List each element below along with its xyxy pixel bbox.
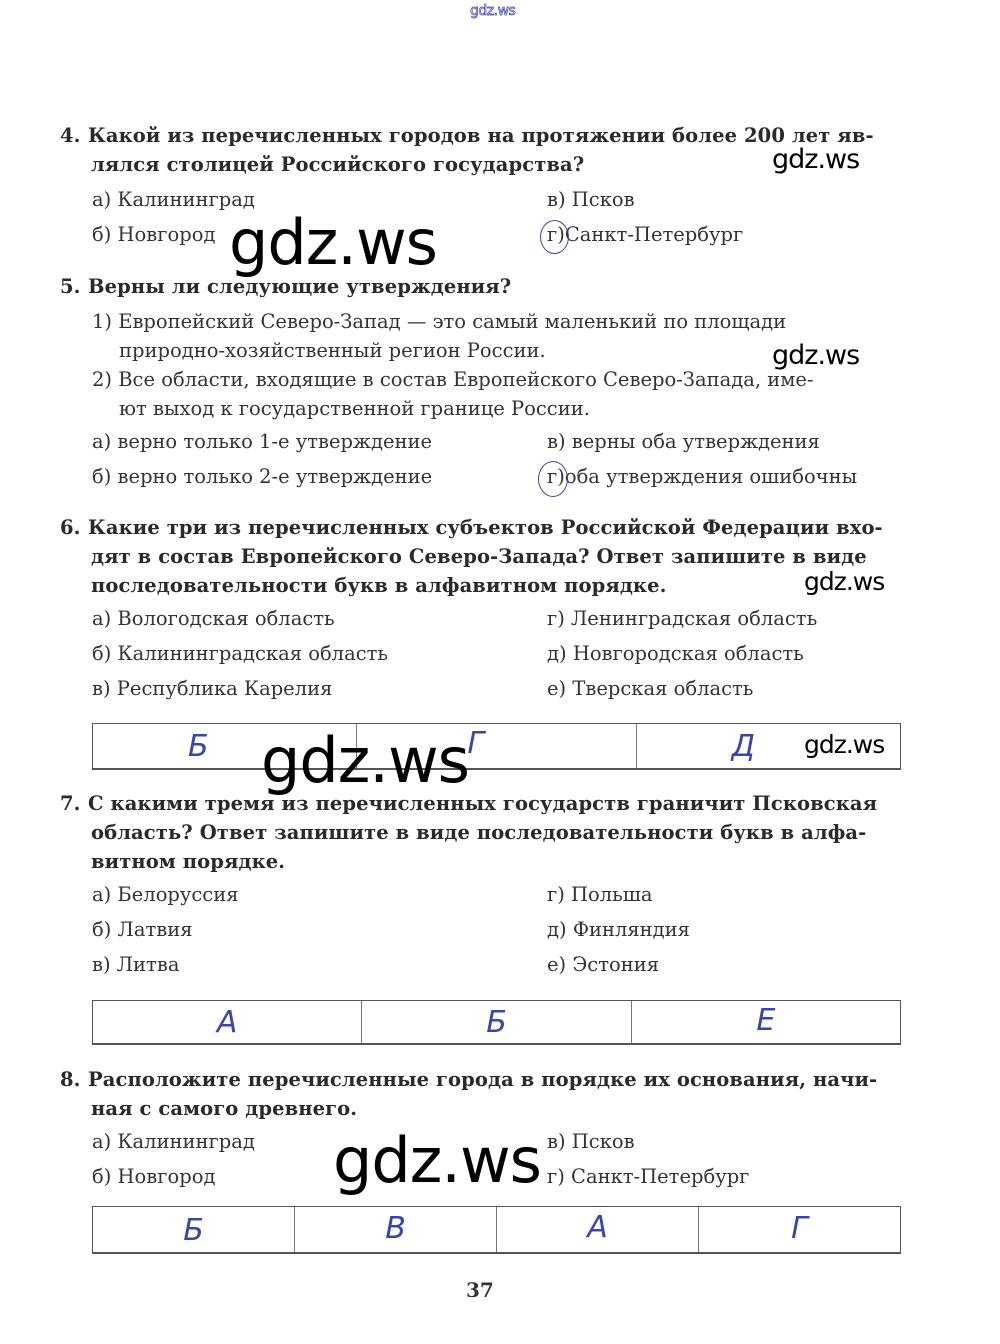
q5-option-v: в) верны оба утверждения	[547, 430, 820, 453]
question-7-number: 7.	[60, 792, 81, 815]
q5-option-a: а) верно только 1-е утверждение	[92, 430, 433, 453]
question-4-line2: лялся столицей Российского государства?	[91, 153, 585, 176]
q5-option-g-text: оба утверждения ошибочны	[564, 465, 858, 488]
question-7-line2: область? Ответ запишите в виде последовательности букв в алфа-	[91, 821, 867, 844]
q7-option-a: а) Белоруссия	[92, 883, 239, 906]
q8-option-b: б) Новгород	[92, 1165, 216, 1188]
question-4-number: 4.	[60, 124, 81, 147]
q7-answer-cell-1[interactable]: А	[93, 1001, 362, 1043]
q5-statement-2-line1: 2) Все области, входящие в состав Европейского Северо-Запада, име-	[92, 368, 814, 391]
q8-option-v: в) Псков	[547, 1130, 635, 1153]
q7-option-b: б) Латвия	[92, 918, 193, 941]
q4-option-b: б) Новгород	[92, 223, 216, 246]
watermark: gdz.ws	[261, 724, 469, 797]
q4-option-a: а) Калининград	[92, 188, 255, 211]
q7-answer-cell-2[interactable]: Б	[362, 1001, 631, 1043]
question-6-text	[60, 513, 902, 600]
question-7-text	[60, 789, 902, 876]
q4-option-g-text: Санкт-Петербург	[564, 223, 744, 246]
q4-option-g	[547, 222, 743, 248]
question-8-line1: Расположите перечисленные города в порядке их основания, начи-	[88, 1068, 878, 1091]
question-7-line1: С какими тремя из перечисленных государств граничит Псковская	[88, 792, 878, 815]
question-4-line1: Какой из перечисленных городов на протяжении более 200 лет яв-	[88, 124, 874, 147]
question-8-text	[60, 1065, 902, 1123]
q5-option-g	[547, 464, 857, 490]
q6-option-d: д) Новгородская область	[547, 642, 804, 665]
watermark: gdz.ws	[229, 206, 437, 279]
q5-statement-2	[92, 365, 902, 423]
q7-answer-cell-3[interactable]: Е	[756, 1003, 776, 1038]
question-6-line2: дят в состав Европейского Северо-Запада? Ответ запишите в виде	[91, 545, 867, 568]
q5-statement-1-line2: природно-хозяйственный регион России.	[119, 339, 546, 362]
q5-answer-circle	[538, 461, 568, 497]
q6-answer-cell-3[interactable]: Д	[731, 729, 756, 764]
q6-option-v: в) Республика Карелия	[92, 677, 333, 700]
question-8-number: 8.	[60, 1068, 81, 1091]
q7-option-e: е) Эстония	[547, 953, 660, 976]
q6-option-b: б) Калининградская область	[92, 642, 389, 665]
q6-option-a: а) Вологодская область	[92, 607, 335, 630]
watermark: gdz.ws	[804, 730, 885, 759]
question-6-number: 6.	[60, 516, 81, 539]
page-number: 37	[466, 1278, 494, 1302]
question-7-line3: витном порядке.	[91, 850, 286, 873]
q6-option-e: е) Тверская область	[547, 677, 754, 700]
watermark: gdz.ws	[804, 567, 885, 596]
q4-option-g-letter: г)	[547, 223, 565, 246]
q8-answer-cell-1[interactable]: Б	[93, 1207, 295, 1252]
q5-option-b: б) верно только 2-е утверждение	[92, 465, 433, 488]
q6-answer-cell-1[interactable]: Б	[93, 724, 357, 768]
q4-option-v: в) Псков	[547, 188, 635, 211]
q8-answer-cell-2[interactable]: В	[295, 1207, 497, 1252]
q5-statement-2-line2: ют выход к государственной границе России.	[119, 397, 590, 420]
q8-answer-cell-3[interactable]: А	[497, 1207, 699, 1252]
q7-answer-box	[92, 1000, 901, 1045]
q6-answer-cell-2[interactable]: Г	[357, 724, 636, 768]
question-6-line3: последовательности букв в алфавитном порядке.	[91, 574, 667, 597]
q6-answer-box	[92, 723, 901, 770]
question-5-line1: Верны ли следующие утверждения?	[88, 275, 512, 298]
q8-option-g: г) Санкт-Петербург	[547, 1165, 750, 1188]
question-8-line2: ная с самого древнего.	[91, 1097, 358, 1120]
watermark: gdz.ws	[333, 1124, 541, 1197]
watermark: gdz.ws	[772, 144, 860, 175]
q8-answer-cell-4[interactable]: Г	[791, 1211, 808, 1246]
q8-answer-box	[92, 1206, 901, 1254]
watermark-top: gdz.ws	[470, 3, 516, 19]
watermark: gdz.ws	[772, 340, 860, 371]
question-6-line1: Какие три из перечисленных субъектов Российской Федерации вхо-	[88, 516, 883, 539]
question-5-number: 5.	[60, 275, 81, 298]
q7-option-g: г) Польша	[547, 883, 653, 906]
q5-statement-1-line1: 1) Европейский Северо-Запад — это самый маленький по площади	[92, 310, 787, 333]
q8-option-a: а) Калининград	[92, 1130, 255, 1153]
q7-option-d: д) Финляндия	[547, 918, 690, 941]
question-5-text	[60, 272, 902, 301]
q4-answer-circle	[540, 220, 569, 254]
q5-option-g-letter: г)	[547, 465, 565, 488]
q6-option-g: г) Ленинградская область	[547, 607, 818, 630]
q7-option-v: в) Литва	[92, 953, 180, 976]
